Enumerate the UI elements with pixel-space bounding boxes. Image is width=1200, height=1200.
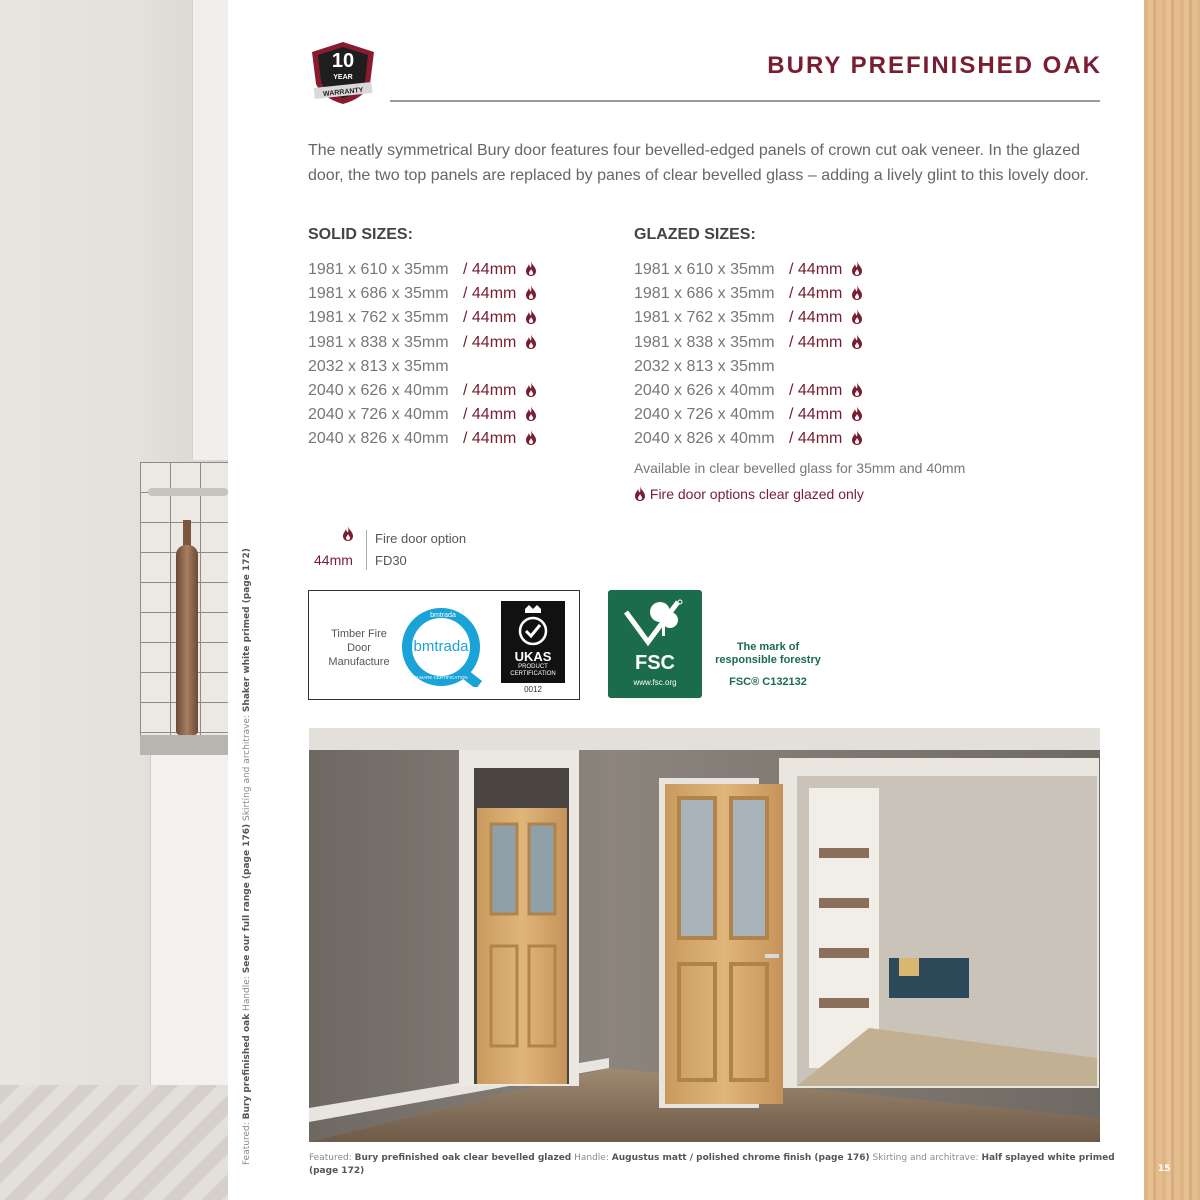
- size-dimensions: 1981 x 610 x 35mm: [634, 261, 775, 278]
- flame-icon: [851, 334, 863, 349]
- ukas-subtext: PRODUCT CERTIFICATION: [510, 664, 556, 677]
- fire-thickness: / 44mm: [789, 261, 843, 278]
- ukas-text: UKAS: [514, 649, 552, 664]
- bmtrada-name: bmtrada: [413, 638, 469, 655]
- flame-icon: [525, 382, 537, 397]
- solid-size-row: [308, 306, 537, 330]
- flame-icon: [851, 261, 863, 276]
- main-photo-caption: Featured: Bury prefinished oak clear bevelled glazed Handle: Augustus matt / polished chrome finish (page 176) Skirting and architrave: Half splayed white primed (page 172): [309, 1153, 1115, 1176]
- badge-years: 10: [331, 50, 355, 72]
- solid-size-row: [308, 379, 537, 403]
- glazed-size-row: [634, 427, 863, 451]
- solid-size-row: [308, 403, 537, 427]
- solid-size-row: [308, 331, 537, 355]
- flame-icon: [634, 486, 646, 501]
- side-photo-caption: Featured: Bury prefinished oak Handle: See our full range (page 176) Skirting and architrave: Shaker white primed (page 172): [242, 548, 252, 1165]
- legend-code: FD30: [375, 553, 407, 568]
- ukas-logo: [501, 601, 565, 695]
- fsc-tagline: The mark of responsible forestry: [715, 641, 821, 666]
- ukas-number: 0012: [524, 685, 542, 694]
- solid-size-row: [308, 282, 537, 306]
- fire-thickness: / 44mm: [789, 333, 843, 351]
- fire-thickness: / 44mm: [463, 285, 517, 303]
- glazed-sizes-list: [634, 258, 863, 452]
- flame-icon: [525, 334, 537, 349]
- glazed-size-row: [634, 403, 863, 427]
- badge-year-label: YEAR: [333, 74, 353, 81]
- fire-thickness: / 44mm: [789, 309, 843, 327]
- solid-size-row: [308, 355, 537, 379]
- fire-glazed-note-text: Fire door options clear glazed only: [649, 486, 864, 502]
- fire-glazed-note: [634, 486, 864, 502]
- glazed-size-row: [634, 379, 863, 403]
- glazed-size-row: [634, 306, 863, 330]
- photo-floor: [0, 1085, 228, 1200]
- glazed-size-row: [634, 355, 863, 379]
- fire-door-legend: [308, 525, 528, 575]
- product-description: The neatly symmetrical Bury door features four bevelled-edged panels of crown cut oak veneer. In the glazed door, the two top panels are replaced by panes of clear bevelled glass – adding a lively glint to this lovely door.: [308, 142, 1089, 184]
- size-dimensions: 1981 x 610 x 35mm: [308, 261, 449, 278]
- fire-thickness: / 44mm: [463, 406, 517, 424]
- crown-check-icon: [501, 601, 565, 649]
- flame-icon: [525, 430, 537, 445]
- solid-size-row: [308, 427, 537, 451]
- size-dimensions: 1981 x 686 x 35mm: [308, 285, 449, 303]
- fire-thickness: / 44mm: [789, 285, 843, 303]
- glazed-size-row: [634, 331, 863, 355]
- fsc-logo: [608, 590, 702, 698]
- size-dimensions: 1981 x 838 x 35mm: [634, 333, 775, 351]
- size-dimensions: 1981 x 762 x 35mm: [308, 309, 449, 327]
- size-dimensions: 2040 x 626 x 40mm: [308, 381, 449, 399]
- flame-icon: [525, 309, 537, 324]
- certification-box: [308, 590, 580, 700]
- fire-thickness: / 44mm: [463, 261, 517, 278]
- photo-base-cabinet: [150, 755, 228, 1085]
- size-dimensions: 1981 x 762 x 35mm: [634, 309, 775, 327]
- photo-counter: [140, 735, 228, 755]
- fire-thickness: / 44mm: [789, 430, 843, 448]
- glazed-sizes-heading: GLAZED SIZES:: [634, 226, 756, 243]
- bmtrada-top: bmtrada: [430, 612, 456, 619]
- size-dimensions: 2040 x 726 x 40mm: [308, 406, 449, 424]
- fsc-code: FSC® C132132: [729, 676, 807, 688]
- title-divider: [390, 100, 1100, 102]
- legend-label: Fire door option: [375, 531, 467, 546]
- room-doors-photo: [309, 728, 1100, 1142]
- photo-rail: [148, 488, 228, 496]
- size-dimensions: 2040 x 726 x 40mm: [634, 406, 775, 424]
- fsc-text: FSC: [635, 652, 675, 674]
- glazed-size-row: [634, 258, 863, 282]
- badge-warranty-label: WARRANTY: [322, 86, 364, 99]
- solid-sizes-heading: SOLID SIZES:: [308, 226, 413, 243]
- size-dimensions: 2040 x 626 x 40mm: [634, 381, 775, 399]
- photo-bottle: [176, 545, 198, 735]
- size-dimensions: 1981 x 686 x 35mm: [634, 285, 775, 303]
- fsc-tree-check-icon: [608, 590, 702, 652]
- solid-sizes-list: [308, 258, 537, 452]
- fire-thickness: / 44mm: [463, 309, 517, 327]
- left-kitchen-photo: [0, 0, 228, 1200]
- photo-wall-cabinet: [192, 0, 228, 460]
- timber-fire-door-text: Timber Fire Door Manufacture: [328, 628, 390, 668]
- solid-size-row: [308, 258, 537, 282]
- page-number: 15: [1158, 1164, 1171, 1174]
- flame-icon: [851, 430, 863, 445]
- bmtrada-ring-text: Q-MARK CERTIFICATION: [414, 675, 468, 680]
- glazing-note: Available in clear bevelled glass for 35mm and 40mm: [634, 460, 966, 476]
- fsc-url: www.fsc.org: [633, 678, 677, 687]
- legend-divider: [366, 530, 367, 570]
- legend-flame-icon: [342, 526, 354, 541]
- flame-icon: [525, 285, 537, 300]
- oak-texture-strip: [1144, 0, 1200, 1200]
- fire-thickness: / 44mm: [789, 406, 843, 424]
- page-title: BURY PREFINISHED OAK: [767, 52, 1102, 79]
- fire-thickness: / 44mm: [789, 381, 843, 399]
- flame-icon: [525, 406, 537, 421]
- flame-icon: [851, 382, 863, 397]
- fire-thickness: / 44mm: [463, 333, 517, 351]
- bmtrada-logo-icon: [399, 607, 487, 687]
- size-dimensions: 2032 x 813 x 35mm: [634, 357, 775, 375]
- glazed-size-row: [634, 282, 863, 306]
- size-dimensions: 1981 x 838 x 35mm: [308, 333, 449, 351]
- size-dimensions: 2040 x 826 x 40mm: [308, 430, 449, 448]
- legend-size: 44mm: [314, 552, 353, 568]
- flame-icon: [525, 261, 537, 276]
- warranty-shield-icon: [308, 40, 378, 106]
- fire-thickness: / 44mm: [463, 430, 517, 448]
- flame-icon: [851, 309, 863, 324]
- flame-icon: [851, 285, 863, 300]
- size-dimensions: 2040 x 826 x 40mm: [634, 430, 775, 448]
- ukas-badge: [501, 601, 565, 683]
- size-dimensions: 2032 x 813 x 35mm: [308, 357, 449, 375]
- fire-thickness: / 44mm: [463, 381, 517, 399]
- flame-icon: [851, 406, 863, 421]
